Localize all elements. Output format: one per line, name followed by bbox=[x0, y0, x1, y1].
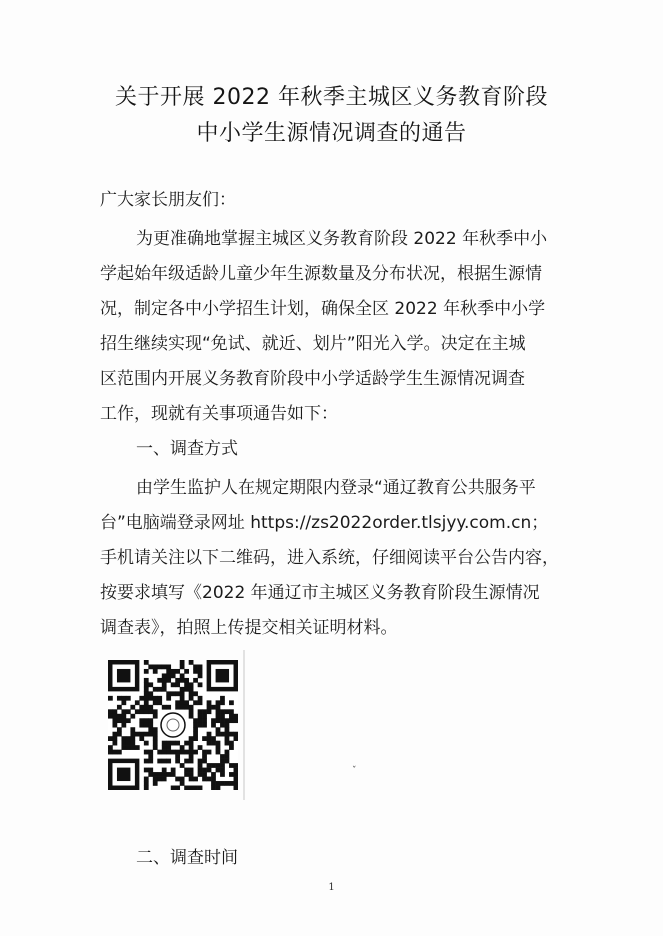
intro-line-4: 招生继续实现“免试、就近、划片”阳光入学。决定在主城 bbox=[100, 334, 526, 354]
intro-line-3: 况，制定各中小学招生计划，确保全区 2022 年秋季中小学 bbox=[100, 299, 546, 319]
section-1-line-4: 按要求填写《2022 年通辽市主城区义务教育阶段生源情况 bbox=[100, 583, 540, 603]
section-1-line-2: 台”电脑端登录网址 https://zs2022order.tlsjyy.com.cn； bbox=[100, 513, 549, 533]
intro-line-5: 区范围内开展义务教育阶段中小学适龄学生生源情况调查 bbox=[100, 369, 525, 389]
scan-edge-divider bbox=[243, 650, 245, 800]
section-1-heading: 一、调查方式 bbox=[136, 439, 238, 459]
intro-line-2: 学起始年级适龄儿童少年生源数量及分布状况，根据生源情 bbox=[100, 264, 542, 284]
section-1-line-3: 手机请关注以下二维码，进入系统，仔细阅读平台公告内容， bbox=[100, 548, 559, 568]
section-1-line-5: 调查表》，拍照上传提交相关证明材料。 bbox=[100, 618, 398, 638]
intro-line-6: 工作，现就有关事项通告如下： bbox=[100, 404, 338, 424]
document-title-line-2: 中小学生源情况调查的通告 bbox=[196, 121, 467, 146]
document-title-line-1: 关于开展 2022 年秋季主城区义务教育阶段 bbox=[115, 85, 548, 110]
section-1-line-1: 由学生监护人在规定期限内登录“通辽教育公共服务平 bbox=[136, 478, 536, 498]
intro-line-1: 为更准确地掌握主城区义务教育阶段 2022 年秋季中小 bbox=[136, 229, 548, 249]
scan-mark: ˇ bbox=[352, 766, 357, 776]
qr-code-icon bbox=[108, 660, 238, 790]
section-2-heading: 二、调查时间 bbox=[136, 848, 238, 868]
qr-code[interactable] bbox=[108, 660, 238, 790]
salutation: 广大家长朋友们： bbox=[100, 190, 236, 210]
page-number: 1 bbox=[328, 882, 335, 893]
